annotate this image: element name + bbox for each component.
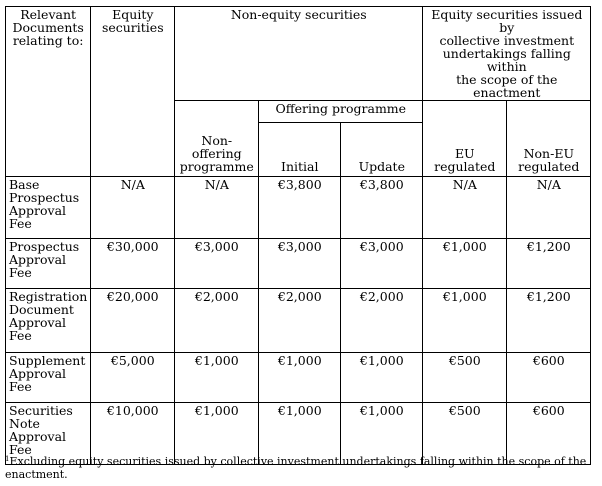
row-label: Supplement Approval Fee (6, 353, 91, 403)
cell-equity: N/A (91, 177, 175, 239)
cell-update: €1,000 (341, 403, 423, 465)
row-label: Securities Note Approval Fee (6, 403, 91, 465)
cell-initial: €3,800 (259, 177, 341, 239)
cell-non-offering: €3,000 (175, 239, 259, 289)
cell-initial: €1,000 (259, 403, 341, 465)
cell-eu: €1,000 (423, 239, 507, 289)
cell-eu: €500 (423, 403, 507, 465)
cell-initial: €2,000 (259, 289, 341, 353)
table-row (6, 177, 591, 239)
fee-table (5, 6, 591, 465)
header-update: Update (341, 123, 423, 177)
header-relevant-documents: Relevant Documents relating to: (6, 7, 91, 177)
cell-non-offering: €2,000 (175, 289, 259, 353)
footnote-marker: 1 (5, 455, 10, 463)
cell-non-eu: N/A (507, 177, 591, 239)
cell-equity: €10,000 (91, 403, 175, 465)
row-label: Registration Document Approval Fee (6, 289, 91, 353)
cell-eu: N/A (423, 177, 507, 239)
header-initial: Initial (259, 123, 341, 177)
header-offering-programme: Offering programme (259, 101, 423, 123)
cell-update: €1,000 (341, 353, 423, 403)
row-label: Prospectus Approval Fee (6, 239, 91, 289)
cell-update: €3,800 (341, 177, 423, 239)
cell-non-offering: €1,000 (175, 403, 259, 465)
cell-update: €2,000 (341, 289, 423, 353)
header-equity-securities: Equity securities (91, 7, 175, 177)
cell-non-offering: €1,000 (175, 353, 259, 403)
table-row (6, 353, 591, 403)
header-collective-investment: Equity securities issued by collective investment undertakings falling within the scope of the enactment (423, 7, 591, 101)
header-non-eu-regulated: Non-EU regulated (507, 101, 591, 177)
cell-equity: €5,000 (91, 353, 175, 403)
cell-non-eu: €600 (507, 353, 591, 403)
table-row (6, 239, 591, 289)
cell-eu: €500 (423, 353, 507, 403)
cell-non-eu: €600 (507, 403, 591, 465)
footnote (5, 455, 595, 481)
row-label: Base Prospectus Approval Fee (6, 177, 91, 239)
cell-non-eu: €1,200 (507, 289, 591, 353)
header-eu-regulated: EU regulated (423, 101, 507, 177)
cell-update: €3,000 (341, 239, 423, 289)
cell-initial: €3,000 (259, 239, 341, 289)
cell-eu: €1,000 (423, 289, 507, 353)
cell-initial: €1,000 (259, 353, 341, 403)
cell-equity: €20,000 (91, 289, 175, 353)
header-non-equity-securities: Non-equity securities (175, 7, 423, 101)
table-row (6, 289, 591, 353)
header-row-1 (6, 7, 591, 101)
footnote-text: Excluding equity securities issued by collective investment undertakings falling within the scope of the enactment. (5, 455, 587, 481)
cell-non-offering: N/A (175, 177, 259, 239)
header-non-offering-programme: Non- offering programme (175, 101, 259, 177)
cell-equity: €30,000 (91, 239, 175, 289)
cell-non-eu: €1,200 (507, 239, 591, 289)
